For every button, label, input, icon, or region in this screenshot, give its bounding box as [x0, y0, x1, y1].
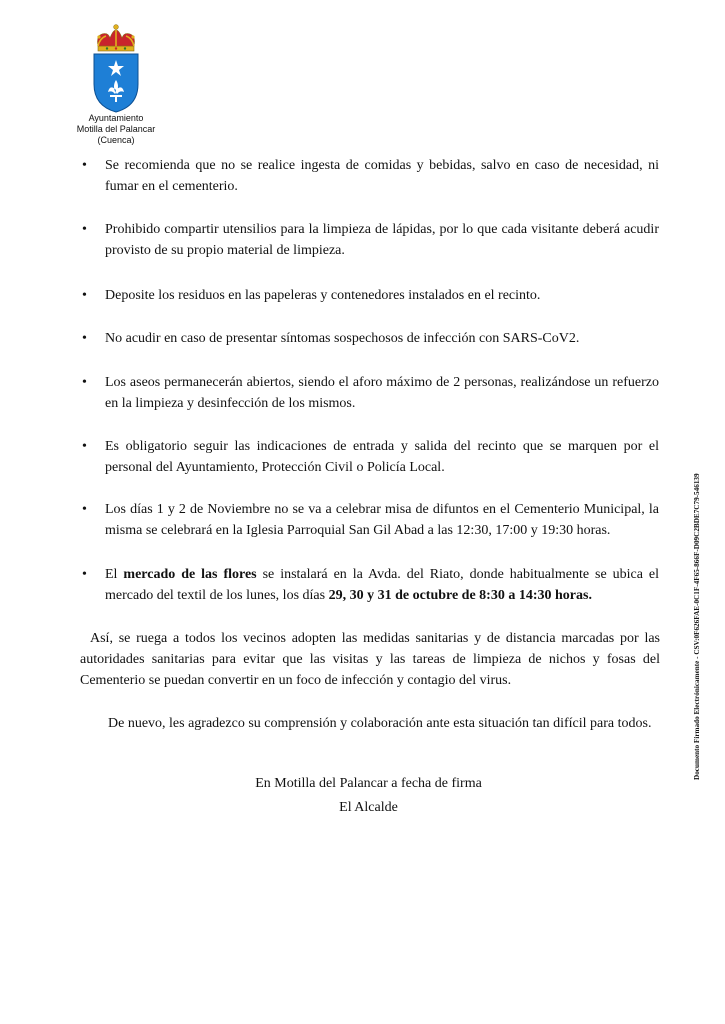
body-paragraph: De nuevo, les agradezco su comprensión y colaboración ante esta situación tan difícil para todos.: [108, 716, 652, 731]
org-line-2: Motilla del Palancar: [76, 124, 156, 134]
market-bold-1: mercado de las flores: [123, 567, 257, 582]
bullet-dot: •: [82, 288, 87, 303]
org-line-3: (Cuenca): [97, 135, 135, 145]
bullet-dot: •: [82, 439, 87, 454]
bullet-item-market: [82, 564, 659, 606]
bullet-item: [82, 372, 659, 414]
csv-code-text: Documento Firmado Electrónicamente - CSV:0F626FAE-0C1F-4F65-866F-D09C2BDE7C79-546139: [693, 473, 701, 780]
bullet-text: Es obligatorio seguir las indicaciones de entrada y salida del recinto que se marquen por el personal del Ayuntamiento, Protección Civil o Policía Local.: [105, 439, 659, 475]
bullet-text: Prohibido compartir utensilios para la limpieza de lápidas, por lo que cada visitante deberá acudir provisto de su propio material de limpieza.: [105, 222, 659, 258]
market-text-2: se instalará en la Avda. del Riato, donde habitualmente se ubica el mercado del textil de los lunes, los días: [105, 567, 659, 603]
org-line-1: Ayuntamiento: [88, 113, 144, 123]
bullet-item: [82, 219, 659, 261]
bullet-dot: •: [82, 158, 87, 173]
bullet-text: Se recomienda que no se realice ingesta de comidas y bebidas, salvo en caso de necesidad, ni fumar en el cementerio.: [105, 158, 659, 194]
bullet-item: [82, 436, 659, 478]
body-paragraph: Así, se ruega a todos los vecinos adopten las medidas sanitarias y de distancia marcadas por las autoridades sanitarias para evitar que las visitas y las tareas de limpieza de nichos y fosas del Cementerio se puedan convertir en un foco de infección y contagio del virus.: [80, 631, 660, 688]
bullet-dot: •: [82, 502, 87, 517]
crown-icon: [97, 25, 134, 51]
electronic-signature-note: [690, 420, 704, 780]
bullet-dot: •: [82, 222, 87, 237]
bullet-dot: •: [82, 375, 87, 390]
bullet-text: Los aseos permanecerán abiertos, siendo el aforo máximo de 2 personas, realizándose un refuerzo en la limpieza y desinfección de los mismos.: [105, 375, 659, 411]
bullet-item: [82, 155, 659, 197]
organization-name: [56, 113, 176, 146]
bullet-text: No acudir en caso de presentar síntomas sospechosos de infección con SARS-CoV2.: [105, 331, 580, 346]
bullet-item: [82, 285, 659, 306]
bullet-item: [82, 328, 659, 349]
bullet-dot: •: [82, 567, 87, 582]
shield-icon: [94, 54, 138, 112]
place-date-line: En Motilla del Palancar a fecha de firma: [255, 776, 482, 791]
bullet-text: Deposite los residuos en las papeleras y contenedores instalados en el recinto.: [105, 288, 541, 303]
bullet-dot: •: [82, 331, 87, 346]
coat-of-arms-logo: [86, 22, 146, 114]
signer-title: El Alcalde: [339, 800, 398, 815]
market-text-1: El: [105, 567, 124, 582]
market-bold-2: 29, 30 y 31 de octubre de 8:30 a 14:30 horas.: [328, 588, 592, 603]
bullet-item: [82, 499, 659, 541]
bullet-text: Los días 1 y 2 de Noviembre no se va a celebrar misa de difuntos en el Cementerio Municipal, la misma se celebrará en la Iglesia Parroquial San Gil Abad a las 12:30, 17:00 y 19:30 horas.: [105, 502, 659, 538]
